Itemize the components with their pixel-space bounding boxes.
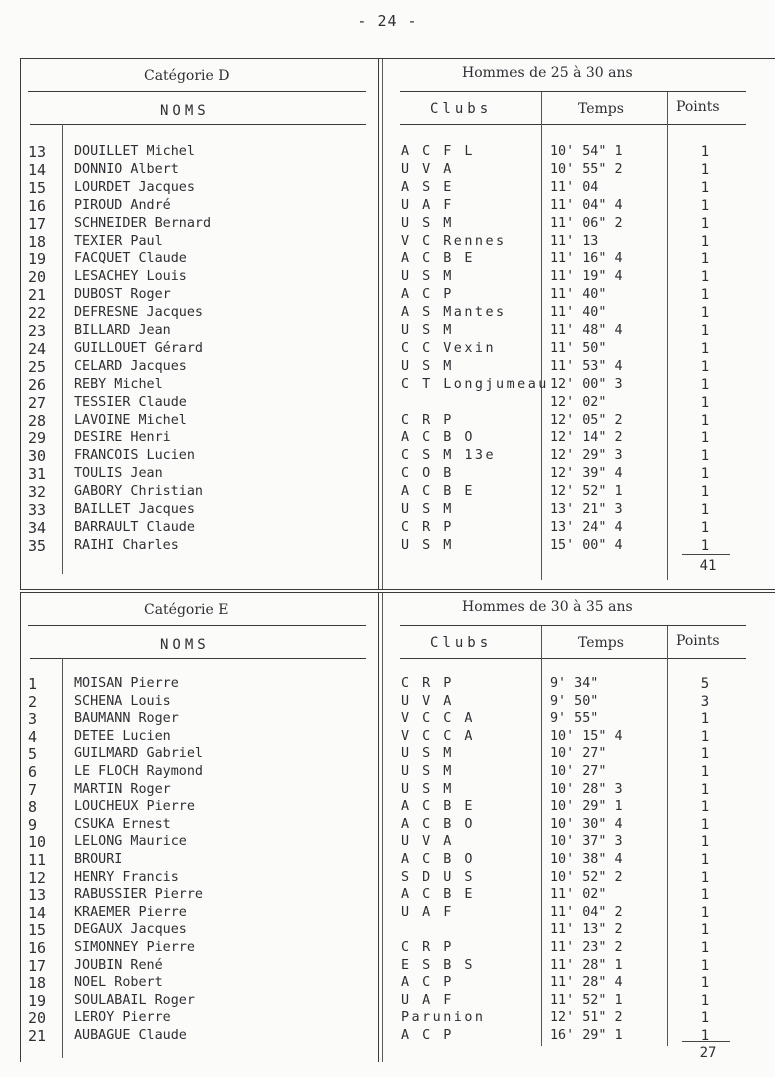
points-value: 1 <box>700 992 710 1009</box>
column-header-points: Points <box>676 99 720 115</box>
race-time: 9' 34" <box>550 676 599 691</box>
table-row <box>0 179 775 197</box>
table-row <box>0 763 775 781</box>
table-row <box>0 851 775 869</box>
points-value: 1 <box>700 957 710 974</box>
competitor-name: SIMONNEY Pierre <box>74 940 195 955</box>
table-row <box>0 376 775 394</box>
table-row <box>0 268 775 286</box>
table-row <box>0 412 775 430</box>
rank-number: 32 <box>28 483 47 502</box>
rank-number: 16 <box>28 196 47 215</box>
race-time: 12' 39" 4 <box>550 466 623 482</box>
race-time: 10' 29" 1 <box>550 799 623 815</box>
club-name: U V A <box>401 161 454 177</box>
table-row <box>0 233 775 251</box>
race-time: 9' 50" <box>550 693 599 709</box>
table-row <box>0 483 775 501</box>
competitor-name: DEGAUX Jacques <box>74 922 187 938</box>
table-row <box>0 957 775 975</box>
race-time: 12' 14" 2 <box>550 430 623 446</box>
column-header-time: Temps <box>578 101 624 117</box>
race-time: 10' 55" 2 <box>550 161 623 177</box>
club-name: A C B E <box>401 887 475 903</box>
points-value: 1 <box>700 975 710 992</box>
club-name: C C Vexin <box>401 340 497 356</box>
rank-number: 15 <box>28 178 47 197</box>
club-name: A C B E <box>401 484 475 500</box>
competitor-name: SOULABAIL Roger <box>74 992 195 1008</box>
frame-border-bottom <box>20 589 775 590</box>
rank-number: 14 <box>28 160 47 179</box>
club-name: A S E <box>401 179 454 195</box>
points-value: 1 <box>700 728 710 745</box>
competitor-name: GABORY Christian <box>74 484 203 500</box>
club-name: U S M <box>401 746 454 762</box>
table-row <box>0 886 775 904</box>
column-header-time: Temps <box>578 635 624 651</box>
rank-number: 20 <box>28 1009 47 1028</box>
club-name: U S M <box>401 764 454 779</box>
club-name: A C B E <box>401 251 475 267</box>
competitor-name: PIROUD André <box>74 197 171 213</box>
race-time: 10' 54" 1 <box>550 144 623 159</box>
points-value: 1 <box>700 1010 710 1027</box>
points-value: 1 <box>700 799 710 816</box>
table-row <box>0 286 775 304</box>
race-time: 11' 53" 4 <box>550 358 623 374</box>
points-value: 1 <box>700 233 710 250</box>
competitor-name: FRANCOIS Lucien <box>74 448 195 464</box>
points-value: 1 <box>700 781 710 798</box>
frame-border-top <box>20 592 775 593</box>
competitor-name: TESSIER Claude <box>74 394 187 410</box>
race-time: 11' 04 <box>550 179 599 195</box>
club-name: U S M <box>401 537 454 553</box>
club-name: C S M 13e <box>401 448 497 464</box>
points-value: 1 <box>700 161 710 178</box>
points-value: 3 <box>700 693 710 710</box>
points-value: 1 <box>700 1028 710 1044</box>
race-time: 10' 27" <box>550 764 607 779</box>
total-rule <box>682 554 730 555</box>
table-row <box>0 447 775 465</box>
rank-number: 19 <box>28 250 47 269</box>
rank-number: 27 <box>28 393 47 412</box>
competitor-name: SCHNEIDER Bernard <box>74 215 212 231</box>
rank-number: 18 <box>28 232 47 251</box>
club-name: V C C A <box>401 711 475 727</box>
club-name: A S Mantes <box>401 305 507 321</box>
competitor-name: BAUMANN Roger <box>74 711 179 727</box>
club-name: U S M <box>401 358 454 374</box>
club-name: C T Longjumeau <box>401 376 549 392</box>
points-value: 1 <box>700 940 710 956</box>
column-header-rule-right <box>400 658 746 659</box>
rank-number: 21 <box>28 1027 47 1045</box>
category-e-section <box>0 592 775 1062</box>
competitor-name: DEFRESNE Jacques <box>74 305 203 321</box>
table-row <box>0 537 775 555</box>
rank-number: 14 <box>28 903 47 922</box>
race-time: 10' 37" 3 <box>550 834 623 850</box>
rank-number: 1 <box>28 675 38 693</box>
page-number: - 24 - <box>357 12 418 30</box>
points-value: 1 <box>700 746 710 763</box>
rank-number: 7 <box>28 780 38 799</box>
race-time: 11' 19" 4 <box>550 269 623 285</box>
points-value: 1 <box>700 816 710 833</box>
points-value: 1 <box>700 537 710 554</box>
race-time: 11' 23" 2 <box>550 940 623 955</box>
competitor-name: GUILMARD Gabriel <box>74 746 203 762</box>
competitor-name: JOUBIN René <box>74 957 163 973</box>
race-time: 10' 15" 4 <box>550 728 623 744</box>
race-time: 13' 24" 4 <box>550 519 623 535</box>
race-time: 12' 52" 1 <box>550 484 623 500</box>
rank-number: 15 <box>28 921 47 940</box>
rank-number: 35 <box>28 536 47 555</box>
points-value: 1 <box>700 852 710 868</box>
club-name: V C C A <box>401 728 475 744</box>
points-value: 1 <box>700 519 710 536</box>
competitor-name: DESIRE Henri <box>74 430 171 446</box>
table-row <box>0 974 775 992</box>
table-row <box>0 519 775 537</box>
club-name: E S B S <box>401 957 475 973</box>
frame-border-top <box>20 58 775 59</box>
points-value: 1 <box>700 269 710 286</box>
table-row <box>0 197 775 215</box>
competitor-name: CELARD Jacques <box>74 358 187 374</box>
competitor-name: TOULIS Jean <box>74 466 163 482</box>
race-time: 11' 13" 2 <box>550 922 623 938</box>
points-value: 1 <box>700 869 710 886</box>
race-time: 10' 28" 3 <box>550 781 623 797</box>
table-row <box>0 501 775 519</box>
points-value: 1 <box>700 179 710 196</box>
table-row <box>0 745 775 763</box>
table-row <box>0 816 775 834</box>
competitor-name: FACQUET Claude <box>74 251 187 267</box>
race-time: 11' 04" 2 <box>550 904 623 920</box>
competitor-name: BARRAULT Claude <box>74 519 195 535</box>
competitor-name: DUBOST Roger <box>74 287 171 303</box>
column-header-names: NOMS <box>160 637 210 653</box>
rank-number: 19 <box>28 991 47 1010</box>
table-row <box>0 304 775 322</box>
points-value: 1 <box>700 144 710 160</box>
competitor-name: NOEL Robert <box>74 975 163 991</box>
points-value: 1 <box>700 394 710 411</box>
rank-number: 8 <box>28 798 38 817</box>
rank-number: 9 <box>28 815 38 834</box>
header-rule-right <box>400 91 746 92</box>
competitor-name: SCHENA Louis <box>74 693 171 709</box>
race-time: 12' 51" 2 <box>550 1010 623 1026</box>
category-title: Catégorie E <box>144 602 229 618</box>
table-row <box>0 394 775 412</box>
table-row <box>0 1027 775 1045</box>
club-name: A C B O <box>401 430 475 446</box>
club-name: C R P <box>401 676 454 691</box>
club-name: U S M <box>401 323 454 338</box>
table-row <box>0 939 775 957</box>
race-time: 10' 27" <box>550 746 607 762</box>
column-header-names: NOMS <box>160 103 210 119</box>
club-name: U S M <box>401 269 454 285</box>
header-rule-left <box>28 625 366 626</box>
table-row <box>0 693 775 711</box>
category-d-section <box>0 58 775 590</box>
table-row <box>0 429 775 447</box>
competitor-name: RAIHI Charles <box>74 537 179 553</box>
rank-number: 18 <box>28 974 47 993</box>
table-row <box>0 161 775 179</box>
competitor-name: AUBAGUE Claude <box>74 1028 187 1043</box>
competitor-name: DETEE Lucien <box>74 728 171 744</box>
club-name: U V A <box>401 693 454 709</box>
rank-number: 13 <box>28 143 47 161</box>
column-header-rule-left <box>30 124 366 125</box>
points-value: 1 <box>700 215 710 232</box>
rank-number: 2 <box>28 692 38 711</box>
table-row <box>0 833 775 851</box>
header-rule-left <box>28 91 366 92</box>
race-time: 11' 04" 4 <box>550 197 623 213</box>
club-name: U A F <box>401 904 454 920</box>
race-time: 11' 06" 2 <box>550 215 623 231</box>
race-time: 11' 40" <box>550 287 607 303</box>
table-row <box>0 992 775 1010</box>
rank-number: 6 <box>28 763 38 781</box>
header-rule-right <box>400 625 746 626</box>
points-value: 1 <box>700 376 710 393</box>
race-time: 11' 52" 1 <box>550 992 623 1008</box>
table-row <box>0 710 775 728</box>
club-name: A C P <box>401 975 454 991</box>
club-name: A C P <box>401 287 454 303</box>
points-value: 1 <box>700 287 710 304</box>
competitor-name: BROURI <box>74 852 123 867</box>
table-row <box>0 921 775 939</box>
club-name: U S M <box>401 215 454 231</box>
rank-number: 22 <box>28 304 47 323</box>
club-name: C R P <box>401 519 454 535</box>
competitor-name: LELONG Maurice <box>74 834 187 850</box>
competitor-name: DONNIO Albert <box>74 161 179 177</box>
race-time: 12' 05" 2 <box>550 412 623 428</box>
competitor-name: CSUKA Ernest <box>74 816 171 832</box>
column-header-points: Points <box>676 633 720 649</box>
club-name: A C P <box>401 1028 454 1043</box>
points-value: 1 <box>700 358 710 375</box>
race-time: 10' 38" 4 <box>550 852 623 867</box>
points-value: 1 <box>700 340 710 357</box>
rank-number: 24 <box>28 339 47 358</box>
competitor-name: RABUSSIER Pierre <box>74 887 203 903</box>
points-value: 1 <box>700 305 710 322</box>
race-time: 13' 21" 3 <box>550 502 623 517</box>
club-name: U V A <box>401 834 454 850</box>
points-value: 1 <box>700 412 710 429</box>
table-row <box>0 781 775 799</box>
rank-number: 34 <box>28 518 47 537</box>
rank-number: 30 <box>28 447 47 466</box>
rank-number: 26 <box>28 375 47 394</box>
club-name: C R P <box>401 940 454 955</box>
competitor-name: LAVOINE Michel <box>74 412 187 428</box>
rank-number: 31 <box>28 465 47 484</box>
competitor-name: LE FLOCH Raymond <box>74 764 203 779</box>
table-row <box>0 904 775 922</box>
competitor-name: KRAEMER Pierre <box>74 904 187 920</box>
points-value: 1 <box>700 466 710 483</box>
club-name: V C Rennes <box>401 233 507 249</box>
points-value: 1 <box>700 922 710 939</box>
club-name: A C B O <box>401 852 475 867</box>
table-row <box>0 143 775 161</box>
club-name: C R P <box>401 412 454 428</box>
column-header-rule-left <box>30 658 366 659</box>
race-time: 11' 48" 4 <box>550 323 623 338</box>
competitor-name: BAILLET Jacques <box>74 502 195 517</box>
race-time: 16' 29" 1 <box>550 1028 623 1043</box>
competitor-name: GUILLOUET Gérard <box>74 340 203 356</box>
table-row <box>0 358 775 376</box>
competitor-name: DOUILLET Michel <box>74 144 195 159</box>
table-row <box>0 250 775 268</box>
race-time: 11' 13 <box>550 233 599 249</box>
points-value: 1 <box>700 887 710 904</box>
club-name: C O B <box>401 466 454 482</box>
rank-number: 4 <box>28 727 38 746</box>
club-name: S D U S <box>401 869 475 885</box>
competitor-name: LEROY Pierre <box>74 1010 171 1026</box>
competitor-name: MARTIN Roger <box>74 781 171 797</box>
points-value: 1 <box>700 834 710 851</box>
competitor-name: LESACHEY Louis <box>74 269 187 285</box>
points-total: 27 <box>699 1045 717 1061</box>
rank-number: 20 <box>28 268 47 287</box>
column-header-clubs: Clubs <box>430 635 493 651</box>
points-value: 1 <box>700 484 710 501</box>
table-row <box>0 798 775 816</box>
points-value: 1 <box>700 502 710 518</box>
rank-number: 5 <box>28 745 38 764</box>
rank-number: 12 <box>28 868 47 887</box>
race-time: 10' 30" 4 <box>550 816 623 832</box>
competitor-name: LOURDET Jacques <box>74 179 195 195</box>
race-time: 11' 02" <box>550 887 607 903</box>
race-time: 12' 02" <box>550 394 607 410</box>
competitor-name: REBY Michel <box>74 376 163 392</box>
rank-number: 16 <box>28 939 47 957</box>
points-value: 1 <box>700 323 710 339</box>
table-row <box>0 869 775 887</box>
points-value: 1 <box>700 711 710 728</box>
race-time: 11' 50" <box>550 340 607 356</box>
points-value: 1 <box>700 197 710 214</box>
race-time: 10' 52" 2 <box>550 869 623 885</box>
rank-number: 13 <box>28 886 47 905</box>
club-name: Parunion <box>401 1010 486 1026</box>
column-header-rule-right <box>400 124 746 125</box>
table-row <box>0 1009 775 1027</box>
club-name: U S M <box>401 781 454 797</box>
table-row <box>0 465 775 483</box>
table-row <box>0 675 775 693</box>
points-total: 41 <box>699 558 717 574</box>
competitor-name: MOISAN Pierre <box>74 676 179 691</box>
race-time: 12' 29" 3 <box>550 448 623 464</box>
competitor-name: HENRY Francis <box>74 869 179 885</box>
club-name: A C B E <box>401 799 475 815</box>
points-value: 5 <box>700 676 710 692</box>
rank-number: 29 <box>28 429 47 448</box>
race-time: 12' 00" 3 <box>550 376 623 392</box>
points-value: 1 <box>700 251 710 268</box>
race-time: 15' 00" 4 <box>550 537 623 553</box>
rank-number: 10 <box>28 833 47 852</box>
club-name: U S M <box>401 502 454 517</box>
club-name: U A F <box>401 992 454 1008</box>
points-value: 1 <box>700 764 710 780</box>
rank-number: 17 <box>28 214 47 233</box>
competitor-name: BILLARD Jean <box>74 323 171 338</box>
competitor-name: TEXIER Paul <box>74 233 163 249</box>
category-title: Catégorie D <box>144 68 230 84</box>
rank-number: 3 <box>28 710 38 729</box>
rank-number: 17 <box>28 956 47 975</box>
points-value: 1 <box>700 904 710 921</box>
points-value: 1 <box>700 430 710 447</box>
table-row <box>0 728 775 746</box>
table-row <box>0 215 775 233</box>
age-group-title: Hommes de 25 à 30 ans <box>462 65 633 81</box>
rank-number: 11 <box>28 851 47 869</box>
rank-number: 28 <box>28 411 47 430</box>
points-value: 1 <box>700 448 710 465</box>
rank-number: 33 <box>28 501 47 519</box>
race-time: 9' 55" <box>550 711 599 727</box>
table-row <box>0 340 775 358</box>
race-time: 11' 40" <box>550 305 607 321</box>
club-name: A C F L <box>401 144 475 159</box>
club-name: A C B O <box>401 816 475 832</box>
club-name: U A F <box>401 197 454 213</box>
race-time: 11' 16" 4 <box>550 251 623 267</box>
competitor-name: LOUCHEUX Pierre <box>74 799 195 815</box>
race-time: 11' 28" 4 <box>550 975 623 991</box>
column-header-clubs: Clubs <box>430 101 493 117</box>
age-group-title: Hommes de 30 à 35 ans <box>462 599 633 615</box>
race-time: 11' 28" 1 <box>550 957 623 973</box>
table-row <box>0 322 775 340</box>
rank-number: 25 <box>28 357 47 376</box>
total-rule <box>682 1041 730 1042</box>
rank-number: 23 <box>28 322 47 340</box>
rank-number: 21 <box>28 286 47 305</box>
